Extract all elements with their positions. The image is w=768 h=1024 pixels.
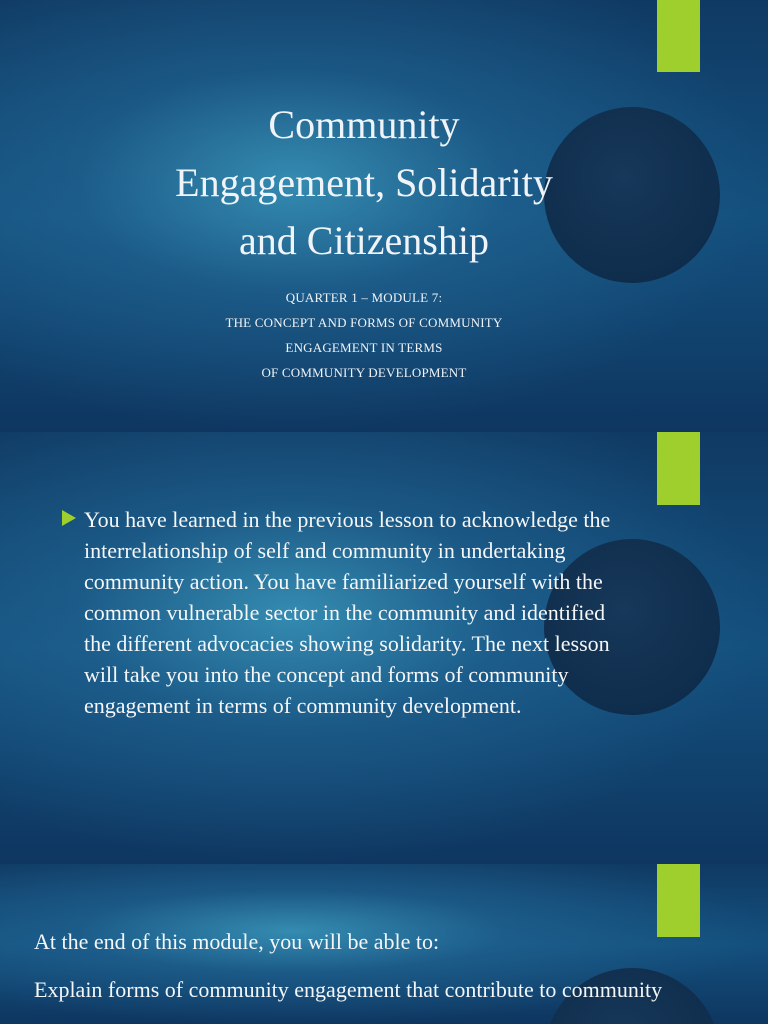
bullet-text: You have learned in the previous lesson to acknowledge the interrelationship of self and community in undertaking community action. You have familiarized yourself with the common vulnerable sector in the community and identified the different advocacies showing solidarity. The next lesson will take you into the concept and forms of community engagement in terms of community development. xyxy=(84,507,611,718)
subtitle-line: QUARTER 1 – MODULE 7: xyxy=(285,290,443,305)
title-line: Engagement, Solidarity xyxy=(175,160,553,205)
accent-bar xyxy=(657,432,700,505)
accent-bar xyxy=(657,0,700,72)
objectives-intro: At the end of this module, you will be able to: xyxy=(34,929,440,954)
accent-bar xyxy=(657,864,700,937)
slide-title-heading xyxy=(84,96,644,270)
subtitle-line: ENGAGEMENT IN TERMS xyxy=(285,340,443,355)
bullet-item xyxy=(62,504,622,721)
slide-introduction xyxy=(0,432,768,864)
slide-title xyxy=(0,0,768,432)
subtitle-line: THE CONCEPT AND FORMS OF COMMUNITY xyxy=(225,315,503,330)
subtitle-line: OF COMMUNITY DEVELOPMENT xyxy=(261,365,467,380)
title-line: Community xyxy=(268,102,460,147)
objective-item: Explain forms of community engagement that contribute to community xyxy=(34,977,663,1002)
slide-subtitle xyxy=(84,285,644,385)
title-line: and Citizenship xyxy=(239,218,489,263)
slide-objectives xyxy=(0,864,768,1024)
triangle-bullet-icon xyxy=(62,510,76,526)
objectives-block xyxy=(34,928,694,1004)
